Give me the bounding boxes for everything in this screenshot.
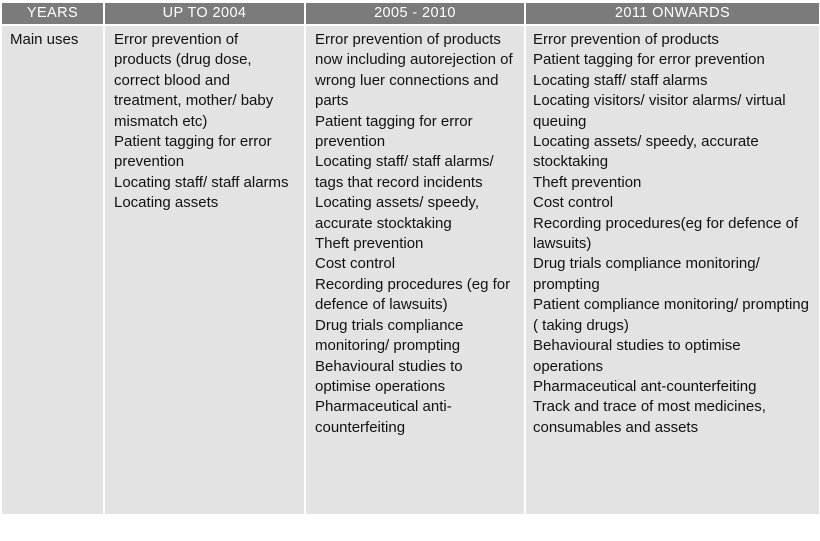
use-item: Recording procedures(eg for defence of lawsuits)	[533, 214, 799, 253]
row-label-main-uses: Main uses	[2, 26, 103, 514]
use-item: Patient tagging for error prevention	[114, 133, 272, 171]
header-up-to-2004: UP TO 2004	[105, 3, 304, 24]
use-item: Behavioural studies to optimise operations	[315, 357, 463, 395]
use-item: Locating staff/ staff alarms	[114, 173, 289, 191]
use-item: Error prevention of products	[533, 31, 719, 48]
use-item: Pharmaceutical ant-counterfeiting	[533, 377, 757, 395]
use-item: Cost control	[315, 255, 396, 273]
column-2005-2010	[306, 26, 524, 514]
use-item: Pharmaceutical anti-counterfeiting	[315, 398, 452, 436]
use-item: Locating staff/ staff alarms/ tags that record incidents	[315, 153, 494, 191]
use-item: Behavioural studies to optimise operations	[533, 337, 741, 375]
use-item: Error prevention of products now including autorejection of wrong luer connections and parts	[315, 31, 513, 110]
use-item: Theft prevention	[315, 235, 424, 253]
use-item: Locating assets/ speedy, accurate stocktaking	[533, 133, 759, 171]
use-item: Recording procedures (eg for defence of lawsuits)	[315, 275, 511, 314]
use-item: Drug trials compliance monitoring/ prompting	[315, 316, 464, 355]
rfid-uses-table	[2, 3, 819, 514]
column-2011-onwards	[526, 26, 819, 514]
use-item: Locating visitors/ visitor alarms/ virtual queuing	[533, 92, 786, 130]
header-years: YEARS	[2, 3, 103, 24]
use-item: Drug trials compliance monitoring/ prompting	[533, 255, 760, 293]
use-item: Error prevention of products (drug dose, correct blood and treatment, mother/ baby mismatch etc)	[114, 31, 274, 130]
use-item: Track and trace of most medicines, consumables and assets	[533, 398, 766, 436]
header-2011-onwards: 2011 ONWARDS	[526, 3, 819, 24]
use-item: Locating assets	[114, 194, 219, 212]
column-up-to-2004	[105, 26, 304, 514]
use-item: Patient tagging for error prevention	[533, 51, 765, 69]
use-item: Patient tagging for error prevention	[315, 112, 473, 151]
use-item: Cost control	[533, 194, 614, 212]
use-item: Locating staff/ staff alarms	[533, 71, 708, 89]
use-item: Locating assets/ speedy, accurate stocktaking	[315, 194, 479, 232]
use-item: Theft prevention	[533, 173, 642, 191]
use-item: Patient compliance monitoring/ prompting ( taking drugs)	[533, 296, 809, 334]
header-2005-2010: 2005 - 2010	[306, 3, 524, 24]
